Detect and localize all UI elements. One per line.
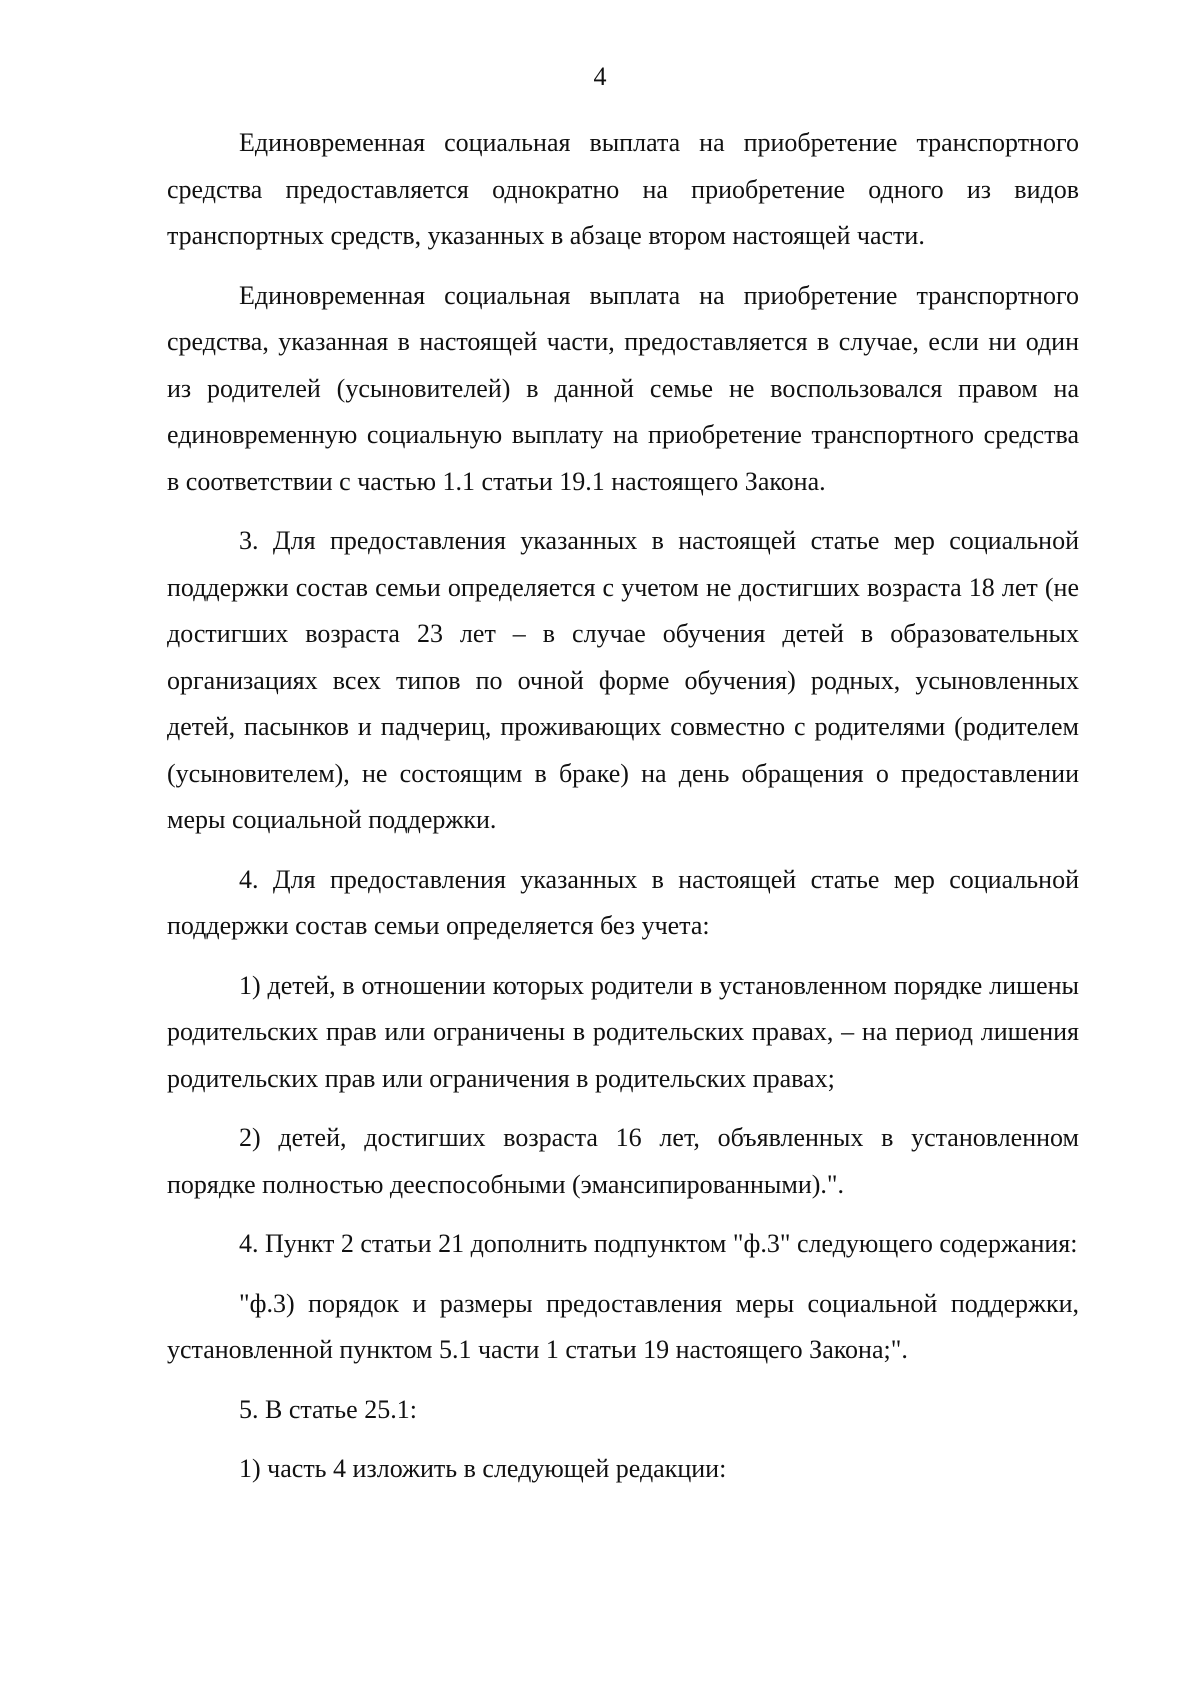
paragraph-one-time-payment-once: Единовременная социальная выплата на приобретение транспортного средства предоставляется однократно на приобретение одного из видов транспортных средств, указанных в абзаце втором настоящей части. <box>167 128 1079 250</box>
paragraph-f3-subclause: "ф.3) порядок и размеры предоставления меры социальной поддержки, установленной пунктом 5.1 части 1 статьи 19 настоящего Закона;". <box>167 1288 1079 1364</box>
document-body <box>167 120 1079 1506</box>
paragraph-4-family-composition-without: 4. Для предоставления указанных в настоящей статье мер социальной поддержки состав семьи определяется без учета: <box>167 864 1079 940</box>
paragraph-5-article-25-1: 5. В статье 25.1: <box>239 1394 417 1424</box>
list-item-2-emancipated: 2) детей, достигших возраста 16 лет, объявленных в установленном порядке полностью дееспособными (эмансипированными).". <box>167 1123 1079 1199</box>
list-item-1-deprived-rights: 1) детей, в отношении которых родители в установленном порядке лишены родительских прав или ограничены в родительских правах, – на период лишения родительских прав или ограничения в родительских правах; <box>167 970 1079 1093</box>
paragraph-4-article-21-amendment: 4. Пункт 2 статьи 21 дополнить подпунктом "ф.3" следующего содержания: <box>239 1229 1078 1258</box>
paragraph-one-time-payment-condition: Единовременная социальная выплата на приобретение транспортного средства, указанная в настоящей части, предоставляется в случае, если ни один из родителей (усыновителей) в данной семье не воспользовался правом на единовременную социальную выплату на приобретение транспортного средства в соответствии с частью 1.1 статьи 19.1 настоящего Закона. <box>167 280 1079 496</box>
paragraph-part-4-new-wording: 1) часть 4 изложить в следующей редакции: <box>239 1454 727 1483</box>
page-number: 4 <box>593 62 607 91</box>
paragraph-3-family-composition-with: 3. Для предоставления указанных в настоящей статье мер социальной поддержки состав семьи определяется с учетом не достигших возраста 18 лет (не достигших возраста 23 лет – в случае обучения детей в образовательных организациях всех типов по очной форме обучения) родных, усыновленных детей, пасынков и падчериц, проживающих совместно с родителями (родителем (усыновителем), не состоящим в браке) на день обращения о предоставлении меры социальной поддержки. <box>167 526 1079 834</box>
